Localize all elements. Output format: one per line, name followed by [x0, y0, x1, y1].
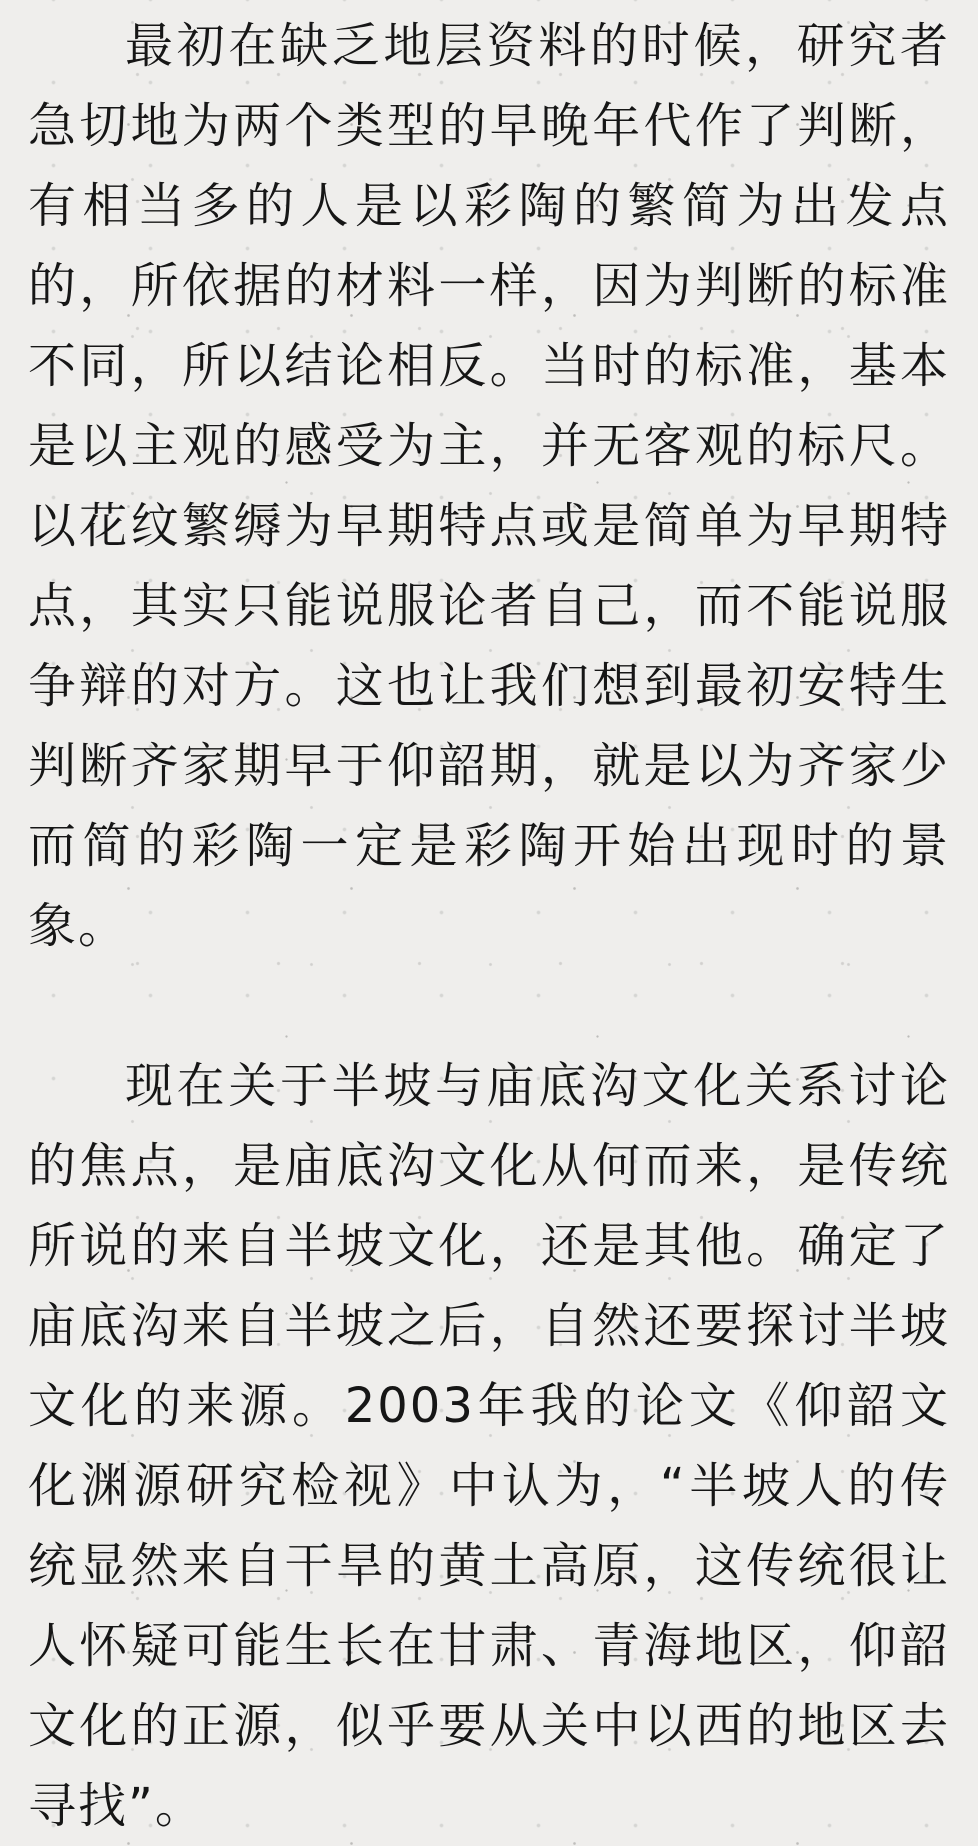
paragraph-1: 最初在缺乏地层资料的时候，研究者急切地为两个类型的早晚年代作了判断，有相当多的人是以彩陶的繁简为出发点的，所依据的材料一样，因为判断的标准不同，所以结论相反。当时的标准，基本是以主观的感受为主，并无客观的标尺。以花纹繁缛为早期特点或是简单为早期特点，其实只能说服论者自己，而不能说服争辩的对方。这也让我们想到最初安特生判断齐家期早于仰韶期，就是以为齐家少而简的彩陶一定是彩陶开始出现时的景象。 [28, 18, 950, 954]
paragraph-2: 现在关于半坡与庙底沟文化关系讨论的焦点，是庙底沟文化从何而来，是传统所说的来自半坡文化，还是其他。确定了庙底沟来自半坡之后，自然还要探讨半坡文化的来源。2003年我的论文《仰韶文化渊源研究检视》中认为，“半坡人的传统显然来自干旱的黄土高原，这传统很让人怀疑可能生长在甘肃、青海地区，仰韶文化的正源，似乎要从关中以西的地区去寻找”。 [28, 1058, 950, 1834]
